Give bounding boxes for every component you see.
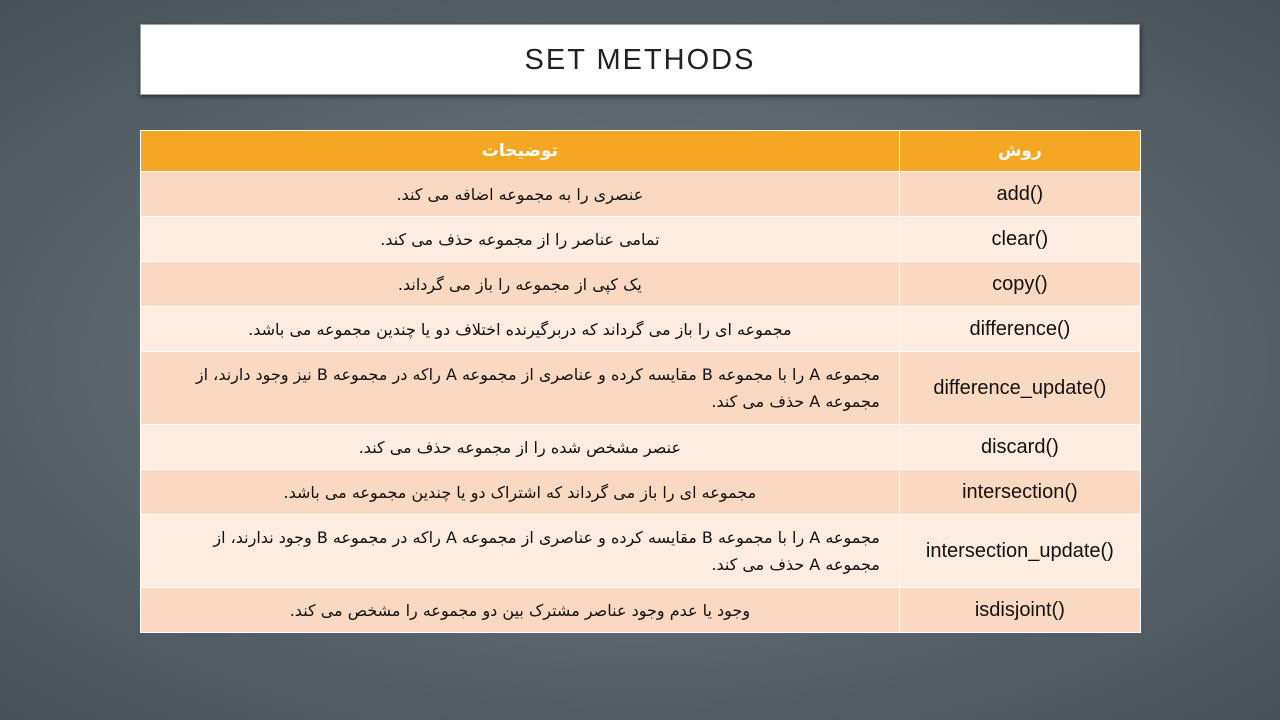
header-description: توضیحات [141,131,900,172]
description-text: عنصری را به مجموعه اضافه می کند. [396,184,644,204]
method-cell: intersection() [899,470,1140,515]
table-row [141,172,1141,217]
method-cell: clear() [899,217,1140,262]
description-cell [141,262,900,307]
table-row [141,470,1141,515]
table-row [141,515,1141,588]
description-text: وجود یا عدم وجود عناصر مشترک بین دو مجموعه را مشخص می کند. [289,600,751,620]
method-cell: difference_update() [899,352,1140,425]
description-cell [141,515,900,588]
table-row [141,307,1141,352]
method-cell: discard() [899,425,1140,470]
description-text: مجموعه ای را باز می گرداند که اشتراک دو یا چندین مجموعه می باشد. [283,482,757,502]
description-cell [141,217,900,262]
method-cell: copy() [899,262,1140,307]
description-text: یک کپی از مجموعه را باز می گرداند. [397,274,642,294]
table-row [141,262,1141,307]
description-cell [141,470,900,515]
description-text: عنصر مشخص شده را از مجموعه حذف می کند. [358,437,682,457]
method-cell: add() [899,172,1140,217]
table-row [141,425,1141,470]
description-cell [141,307,900,352]
description-cell [141,172,900,217]
method-cell: intersection_update() [899,515,1140,588]
title-box [140,24,1140,95]
table-row [141,217,1141,262]
method-cell: isdisjoint() [899,588,1140,633]
table-row [141,352,1141,425]
table-header-row [141,131,1141,172]
description-text: مجموعه A را با مجموعه B مقایسه کرده و عناصری از مجموعه A راکه در مجموعه B وجود ندارند، از مجموعه A حذف می کند. [213,528,880,574]
description-text: مجموعه A را با مجموعه B مقایسه کرده و عناصری از مجموعه A راکه در مجموعه B نیز وجود دارند، از مجموعه A حذف می کند. [195,365,880,411]
slide-title: SET METHODS [524,44,756,76]
table-row [141,588,1141,633]
description-text: مجموعه ای را باز می گرداند که دربرگیرنده اختلاف دو یا چندین مجموعه می باشد. [248,319,792,339]
description-text: تمامی عناصر را از مجموعه حذف می کند. [380,229,660,249]
description-cell [141,425,900,470]
set-methods-table [140,130,1141,633]
header-method: روش [899,131,1140,172]
description-cell [141,352,900,425]
description-cell [141,588,900,633]
method-cell: difference() [899,307,1140,352]
